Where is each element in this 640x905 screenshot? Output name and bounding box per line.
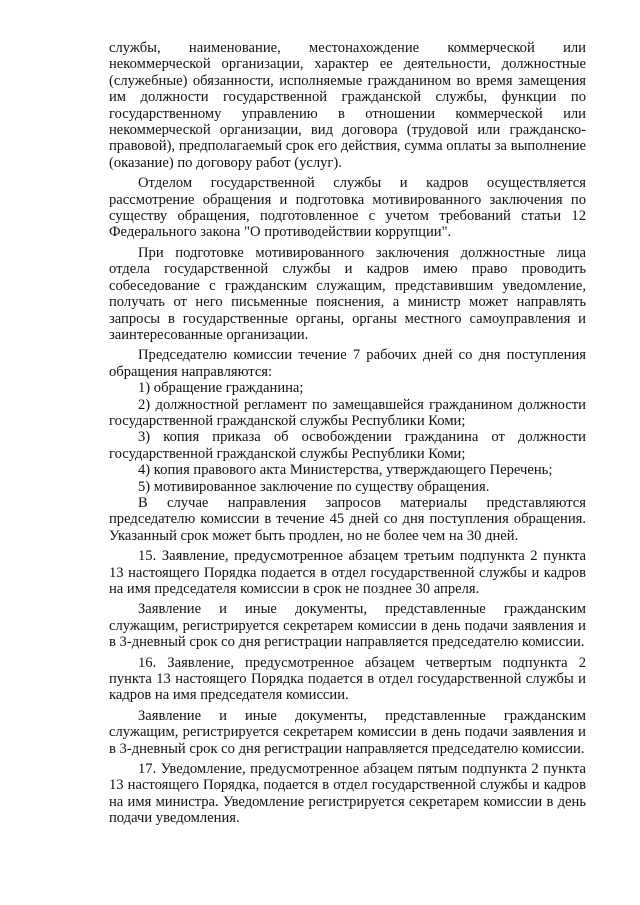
list-item-5: 5) мотивированное заключение по существу обращения. (138, 478, 490, 495)
paragraph-registration-1: Заявление и иные документы, представленные гражданским служащим, регистрируется секретарем комиссии в день подачи заявления и в 3-дневный срок со дня регистрации направляется председателю комиссии. (109, 601, 586, 651)
list-item-1: 1) обращение гражданина; (138, 380, 304, 397)
paragraph-continuation: службы, наименование, местонахождение коммерческой или некоммерческой организации, характер ее деятельности, должностные (служебные) обязанности, исполняемые гражданином во время замещения им должности государственной гражданской службы, функции по государственному управлению в отношении коммерческой или некоммерческой организации, вид договора (трудовой или гражданско-правовой), предполагаемый срок его действия, сумма оплаты за выполнение (оказание) по договору работ (услуг). (109, 40, 586, 171)
clause-16: 16. Заявление, предусмотренное абзацем четвертым подпункта 2 пункта 13 настоящего Порядка подается в отдел государственной службы и кадров на имя председателя комиссии. (109, 654, 586, 704)
list-item-3: 3) копия приказа об освобождении гражданина от должности государственной гражданской службы Республики Коми; (109, 429, 586, 462)
paragraph-registration-2: Заявление и иные документы, представленные гражданским служащим, регистрируется секретарем комиссии в день подачи заявления и в 3-дневный срок со дня регистрации направляется председателю комиссии. (109, 707, 586, 757)
paragraph-review: Отделом государственной службы и кадров осуществляется рассмотрение обращения и подготовка мотивированного заключения по существу обращения, подготовленное с учетом требований статьи 12 Федерального закона "О противодействии коррупции". (109, 175, 586, 241)
paragraph-interview: При подготовке мотивированного заключения должностные лица отдела государственной службы и кадров имею право проводить собеседование с гражданским служащим, представившим уведомление, получать от него письменные пояснения, а министр может направлять запросы в государственные органы, органы местного самоуправления и заинтересованные организации. (109, 244, 586, 343)
clause-15: 15. Заявление, предусмотренное абзацем третьим подпункта 2 пункта 13 настоящего Порядка подается в отдел государственной службы и кадров на имя председателя комиссии в срок не позднее 30 апреля. (109, 548, 586, 597)
paragraph-requests: В случае направления запросов материалы представляются председателю комиссии в течение 45 дней со дня поступления обращения. Указанный срок может быть продлен, но не более чем на 30 дней. (109, 494, 586, 544)
document-page (109, 40, 586, 827)
list-item-2: 2) должностной регламент по замещавшейся гражданином должности государственной гражданской службы Республики Коми; (109, 396, 586, 429)
list-item-4: 4) копия правового акта Министерства, утверждающего Перечень; (138, 462, 553, 479)
paragraph-materials-intro: Председателю комиссии течение 7 рабочих дней со дня поступления обращения направляются: (109, 347, 586, 380)
clause-17: 17. Уведомление, предусмотренное абзацем пятым подпункта 2 пункта 13 настоящего Порядка, подается в отдел государственной службы и кадров на имя министра. Уведомление регистрируется секретарем комиссии в день подачи уведомления. (109, 761, 586, 827)
